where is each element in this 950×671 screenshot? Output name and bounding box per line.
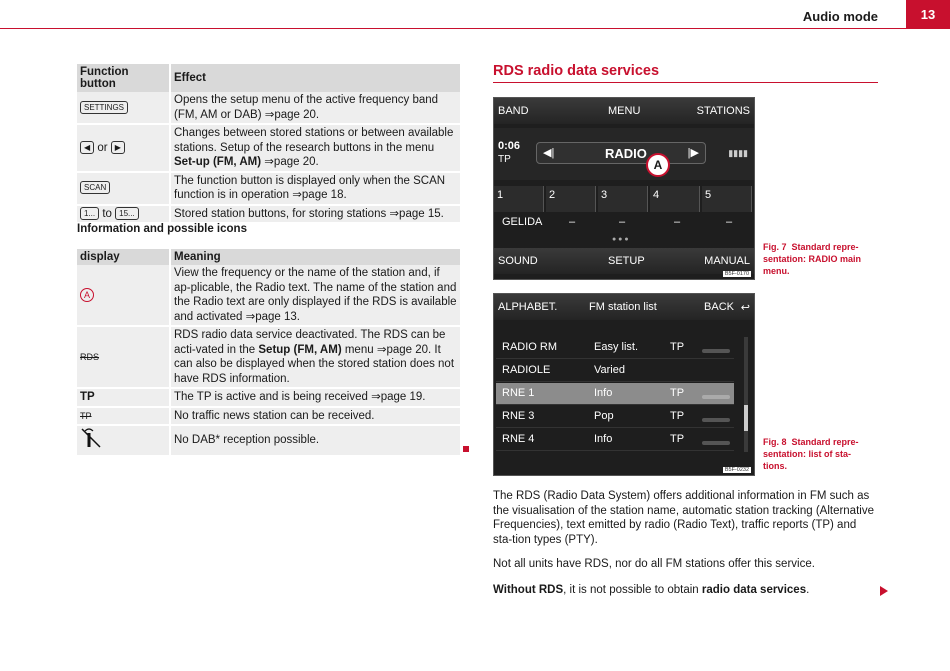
meaning-cell: No traffic news station can be received.	[170, 407, 461, 426]
meaning-cell: View the frequency or the name of the station and, if ap-plicable, the Radio text. The name of the station and the Radio text are only displayed if the RDS is available and activated ⇒page 13.	[170, 265, 461, 326]
meaning-cell: RDS radio data service deactivated. The RDS can be acti-vated in the Setup (FM, AM) menu ⇒page 20. It can also be displayed when the stored station does not have RDS information.	[170, 326, 461, 388]
table-row	[77, 265, 461, 326]
preset-slot-label: –	[619, 216, 626, 228]
rds-paragraph-2: Not all units have RDS, nor do all FM stations offer this service.	[493, 558, 815, 570]
time-display: 0:06	[498, 140, 521, 152]
back-arrow-icon: ↩	[740, 302, 750, 314]
marker-a-icon: A	[80, 288, 94, 302]
effect-cell: Stored station buttons, for storing stations ⇒page 15.	[170, 205, 461, 224]
table-row	[77, 388, 461, 407]
rds-paragraph-1: The RDS (Radio Data System) offers additional information in FM such as the visualisation of the station name, automatic station tracking (Alternative Frequencies), text emitted by radio (Radio Text), traffic reports (TP) and sta-tion types (PTY).	[493, 490, 874, 546]
bottom-bar	[494, 248, 754, 274]
list-item[interactable]: RADIO RM Easy list. TP	[496, 337, 734, 359]
effect-cell: Changes between stored stations or between available stations. Setup of the research buttons in the menu Set-up (FM, AM) ⇒page 20.	[170, 124, 461, 172]
table-row	[77, 172, 461, 205]
rds-title: RDS radio data services	[493, 63, 660, 79]
list-item-selected[interactable]: RNE 1 Info TP	[496, 383, 734, 405]
col-header-effect: Effect	[170, 64, 461, 92]
marker-a-icon: A	[646, 153, 670, 177]
preset-slot-label: –	[674, 216, 681, 228]
section-end-mark	[463, 446, 469, 452]
prev-key-icon: ◀	[80, 141, 94, 154]
function-button-table	[77, 64, 462, 224]
station-name: RADIO	[605, 146, 647, 161]
preset-3[interactable]: 3	[598, 186, 648, 212]
scrollbar-thumb[interactable]	[744, 405, 748, 431]
table-row	[77, 124, 461, 172]
list-title: FM station list	[589, 301, 657, 313]
no-dab-reception-icon	[80, 427, 102, 449]
seek-back-icon[interactable]: ◀|	[543, 147, 555, 159]
to-text: to	[102, 207, 112, 220]
page-dots: ● ● ●	[612, 236, 629, 243]
sound-button[interactable]: SOUND	[498, 255, 538, 267]
preset-key-15-icon: 15...	[115, 207, 139, 220]
list-item[interactable]: RNE 3 Pop TP	[496, 406, 734, 428]
or-text: or	[97, 141, 108, 154]
rds-paragraph-3: Without RDS, it is not possible to obtain radio data services.	[493, 584, 810, 596]
signal-strength-icon: ▮▮▮▮	[728, 148, 748, 158]
preset-5[interactable]: 5	[702, 186, 752, 212]
next-key-icon: ▶	[111, 141, 125, 154]
settings-key-icon: SETTINGS	[80, 101, 128, 114]
rds-off-icon: RDS	[80, 351, 100, 362]
effect-cell: Opens the setup menu of the active frequency band (FM, AM or DAB) ⇒page 20.	[170, 92, 461, 124]
meaning-cell: The TP is active and is being received ⇒page 19.	[170, 388, 461, 407]
col-header-meaning: Meaning	[170, 249, 461, 265]
fm-station-list-screen	[493, 293, 755, 476]
stations-button[interactable]: STATIONS	[696, 105, 750, 117]
preset-slot-label: –	[569, 216, 576, 228]
preset-slot-label: –	[726, 216, 733, 228]
table-row	[77, 205, 461, 224]
tp-indicator: TP	[498, 154, 511, 165]
preset-4[interactable]: 4	[650, 186, 700, 212]
figure-ref: B5F-0232	[724, 467, 749, 473]
list-item[interactable]: RADIOLE Varied	[496, 360, 734, 382]
scan-key-icon: SCAN	[80, 181, 110, 194]
menu-button[interactable]: MENU	[608, 105, 641, 117]
preset-key-1-icon: 1...	[80, 207, 99, 220]
continue-arrow-icon	[880, 586, 888, 596]
top-bar	[494, 98, 754, 124]
col-header-function: Function button	[77, 64, 170, 92]
top-bar	[494, 294, 754, 320]
scrollbar[interactable]	[744, 337, 748, 452]
setup-button[interactable]: SETUP	[608, 255, 645, 267]
info-heading: Information and possible icons	[77, 223, 247, 235]
figure-7-caption: Fig. 7 Standard repre-sentation: RADIO main menu.	[763, 242, 862, 276]
preset-1[interactable]: 1	[494, 186, 544, 212]
tp-icon: TP	[80, 391, 95, 403]
col-header-display: display	[77, 249, 170, 265]
station-box	[536, 142, 706, 164]
figure-ref: B5F-0170	[724, 271, 749, 277]
figure-8-caption: Fig. 8 Standard repre-sentation: list of sta-tions.	[763, 437, 859, 471]
table-row	[77, 92, 461, 124]
preset-2[interactable]: 2	[546, 186, 596, 212]
station-area	[494, 128, 754, 180]
band-button[interactable]: BAND	[498, 105, 529, 117]
header-rule	[0, 28, 950, 29]
alphabet-button[interactable]: ALPHABET.	[498, 301, 558, 313]
page-number: 13	[906, 0, 950, 29]
effect-cell: The function button is displayed only when the SCAN function is in operation ⇒page 18.	[170, 172, 461, 205]
meaning-cell: No DAB* reception possible.	[170, 425, 461, 456]
back-button[interactable]: BACK	[704, 301, 734, 313]
tp-off-icon: TP	[80, 410, 92, 421]
section-title: Audio mode	[802, 9, 878, 24]
list-item[interactable]: RNE 4 Info TP	[496, 429, 734, 451]
table-row	[77, 407, 461, 426]
icon-table	[77, 249, 462, 457]
radio-main-menu-screen	[493, 97, 755, 280]
preset-slot-label: GELIDA	[502, 216, 543, 228]
table-row	[77, 425, 461, 456]
table-row	[77, 326, 461, 388]
manual-button[interactable]: MANUAL	[704, 255, 750, 267]
seek-forward-icon[interactable]: |▶	[687, 147, 699, 159]
rds-rule	[493, 82, 878, 83]
